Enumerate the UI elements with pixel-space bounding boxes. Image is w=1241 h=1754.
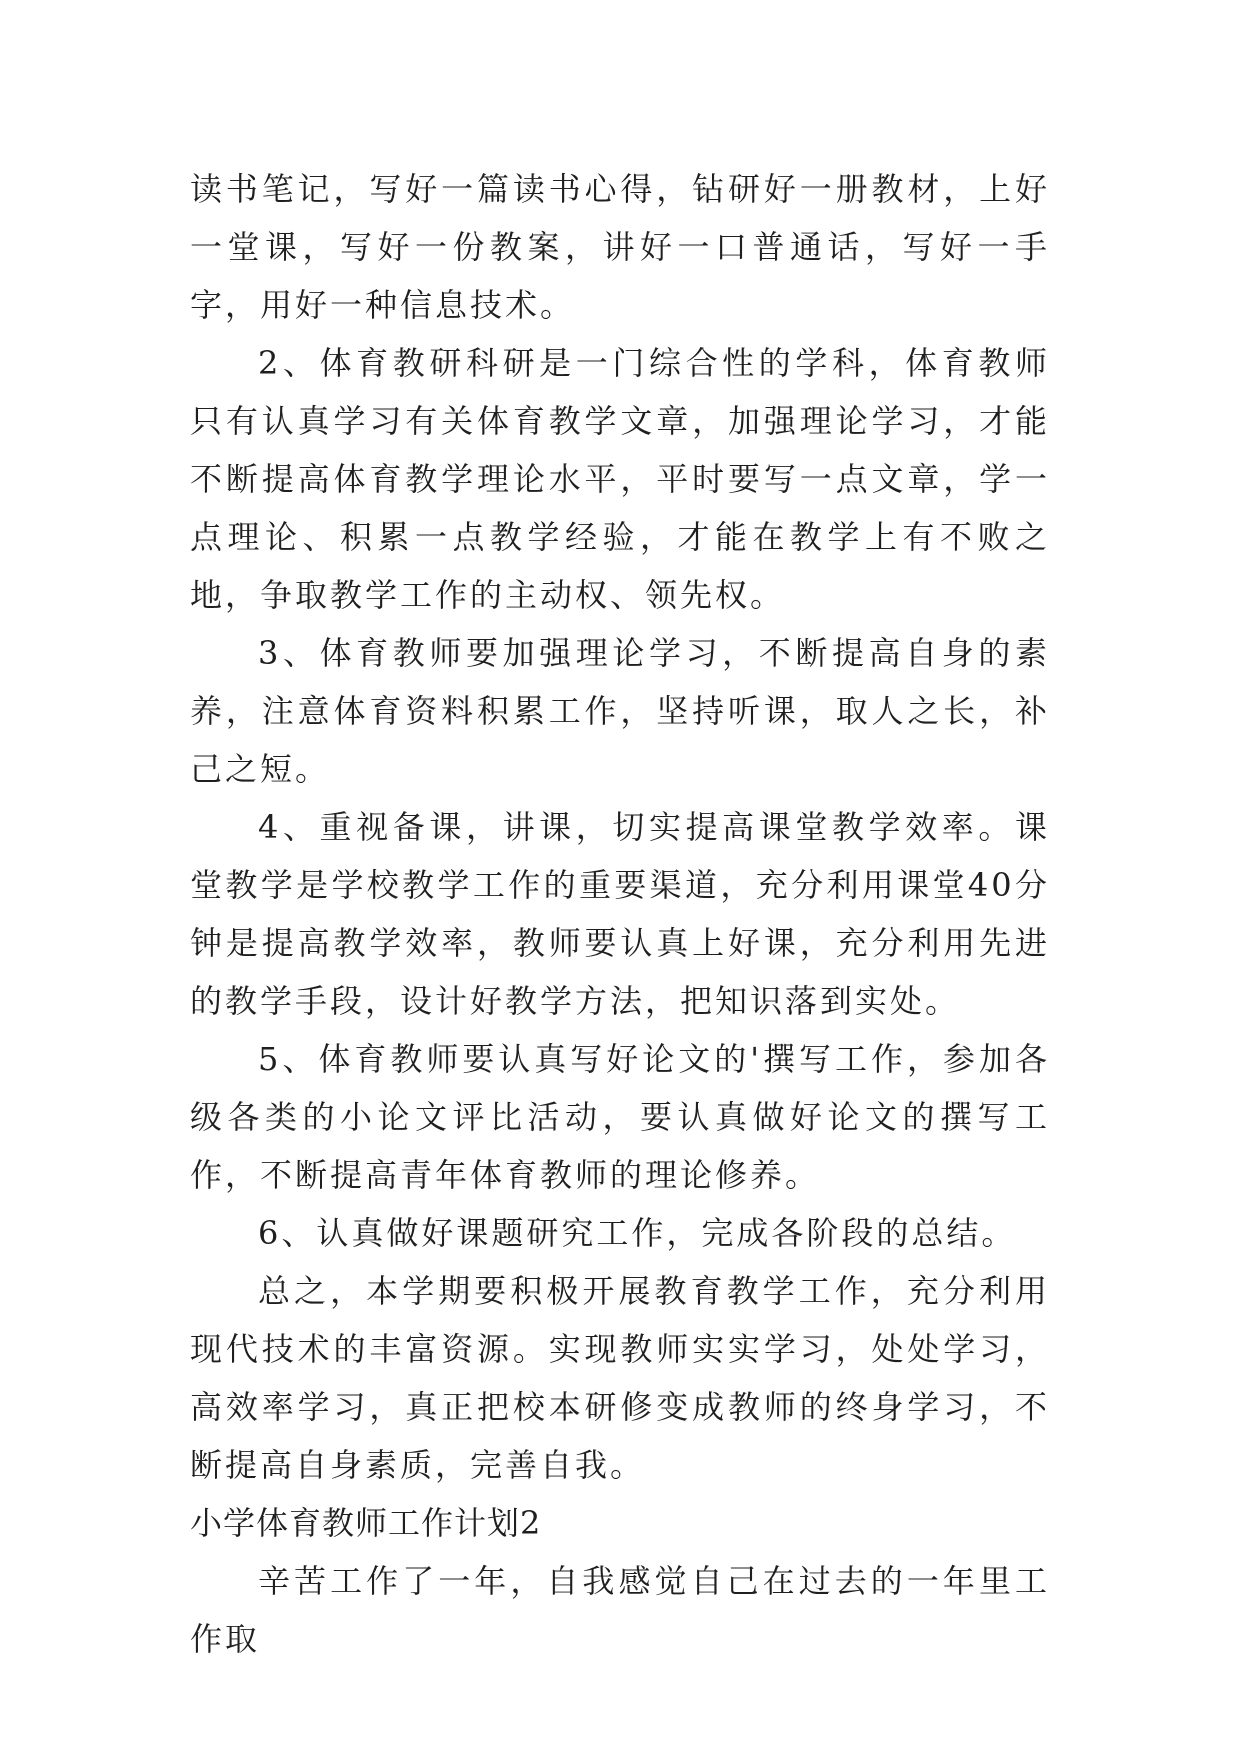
paragraph-item-2: 2、体育教研科研是一门综合性的学科，体育教师只有认真学习有关体育教学文章，加强理论学习，才能不断提高体育教学理论水平，平时要写一点文章，学一点理论、积累一点教学经验，才能在教学上有不败之地，争取教学工作的主动权、领先权。	[190, 344, 1050, 614]
section-heading: 小学体育教师工作计划2	[190, 1504, 542, 1542]
document-body	[190, 160, 1050, 1668]
paragraph-continued: 读书笔记，写好一篇读书心得，钻研好一册教材，上好一堂课，写好一份教案，讲好一口普通话，写好一手字，用好一种信息技术。	[190, 170, 1050, 324]
paragraph-new-section: 辛苦工作了一年，自我感觉自己在过去的一年里工作取	[190, 1562, 1050, 1658]
paragraph-item-3: 3、体育教师要加强理论学习，不断提高自身的素养，注意体育资料积累工作，坚持听课，取人之长，补己之短。	[190, 634, 1050, 788]
paragraph-item-6: 6、认真做好课题研究工作，完成各阶段的总结。	[258, 1214, 1017, 1252]
paragraph-item-4: 4、重视备课，讲课，切实提高课堂教学效率。课堂教学是学校教学工作的重要渠道，充分利用课堂40分钟是提高教学效率，教师要认真上好课，充分利用先进的教学手段，设计好教学方法，把知识落到实处。	[190, 808, 1050, 1020]
paragraph-item-5: 5、体育教师要认真写好论文的'撰写工作，参加各级各类的小论文评比活动，要认真做好论文的撰写工作，不断提高青年体育教师的理论修养。	[190, 1040, 1050, 1194]
paragraph-summary: 总之，本学期要积极开展教育教学工作，充分利用现代技术的丰富资源。实现教师实实学习，处处学习，高效率学习，真正把校本研修变成教师的终身学习，不断提高自身素质，完善自我。	[190, 1272, 1050, 1484]
